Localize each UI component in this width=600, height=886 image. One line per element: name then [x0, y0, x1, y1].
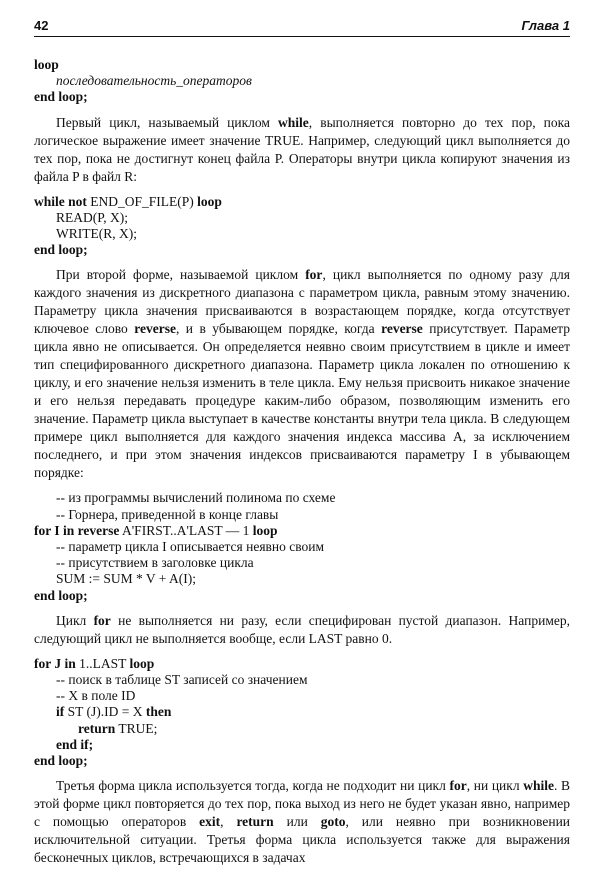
code-comment: -- параметр цикла I описывается неявно своим — [56, 539, 325, 555]
page — [34, 18, 570, 875]
code-line: while not END_OF_FILE(P) loop — [34, 193, 222, 209]
code-comment: -- из программы вычислений полинома по схеме — [56, 490, 336, 506]
paragraph-third-form: Третья форма цикла используется тогда, когда не подходит ни цикл for, ни цикл while. В этой форме цикл повторяется до тех пор, пока выход из него не будет указан явно, например с помощью операторов exit, return или goto, или неявно при возникновении исключительной ситуации. Третья форма цикла используется также для выражения бесконечных циклов, встречающихся в задачах — [34, 778, 571, 866]
code-comment: -- X в поле ID — [56, 688, 136, 704]
paragraph-while: Первый цикл, называемый циклом while, выполняется повторно до тех пор, пока логическое выражение имеет значение TRUE. Например, следующий цикл выполняется до тех пор, пока не достигнут конец файла P. Операторы внутри цикла копируют значения из файла P в файл R: — [34, 114, 570, 184]
code-line: if ST (J).ID = X then — [56, 704, 172, 720]
code-line: READ(P, X); — [56, 209, 129, 225]
page-number: 42 — [34, 18, 49, 33]
code-comment: -- присутствием в заголовке цикла — [56, 555, 254, 571]
page-header — [34, 18, 570, 33]
code-block-for-search — [34, 656, 570, 769]
code-comment: -- поиск в таблице ST записей со значением — [56, 672, 308, 688]
code-line: end loop; — [34, 753, 88, 769]
header-rule — [34, 36, 570, 37]
code-comment: -- Горнера, приведенной в конце главы — [56, 506, 279, 522]
code-line: return TRUE; — [78, 720, 158, 736]
code-line: end loop; — [34, 89, 88, 105]
code-line: end loop; — [34, 587, 88, 603]
code-block-for-reverse — [34, 490, 570, 603]
code-line: end loop; — [34, 242, 88, 258]
code-line: loop — [34, 57, 59, 72]
code-line: последовательность_операторов — [56, 73, 252, 89]
code-block-while — [34, 194, 570, 259]
code-line: end if; — [56, 736, 94, 752]
code-line: SUM := SUM * V + A(I); — [56, 571, 197, 587]
code-line: for I in reverse A'FIRST..A'LAST — 1 loop — [34, 522, 278, 538]
code-line: WRITE(R, X); — [56, 226, 137, 242]
chapter-title: Глава 1 — [521, 18, 570, 33]
code-block-loop — [34, 57, 570, 106]
paragraph-empty-range: Цикл for не выполняется ни разу, если специфирован пустой диапазон. Например, следующий цикл не выполняется вообще, если LAST равно 0. — [34, 612, 570, 646]
code-line: for J in 1..LAST loop — [34, 655, 155, 671]
paragraph-for: При второй форме, называемой циклом for, цикл выполняется по одному разу для каждого значения из дискретного диапазона с параметром цикла, равным этому значению. Параметру цикла значения присваиваются в возрастающем порядке, когда отсутствует ключевое слово reverse, и в убывающем порядке, когда reverse присутствует. Параметр цикла явно не описывается. Он определяется неявно своим присутствием в цикле и имеет тип специфированного дискретного диапазона. Параметр цикла локален по отношению к циклу, и его значение нельзя изменить в теле цикла. Ему нельзя присвоить никакое значение и его нельзя передавать процедуре каким-либо образом, позволяющим изменить его значение. Параметр цикла выступает в качестве константы внутри тела цикла. В следующем примере цикл выполняется для каждого значения индекса массива A, за исключением последнего, и при этом значения индексов присваиваются параметру I в убывающем порядке: — [34, 267, 570, 481]
